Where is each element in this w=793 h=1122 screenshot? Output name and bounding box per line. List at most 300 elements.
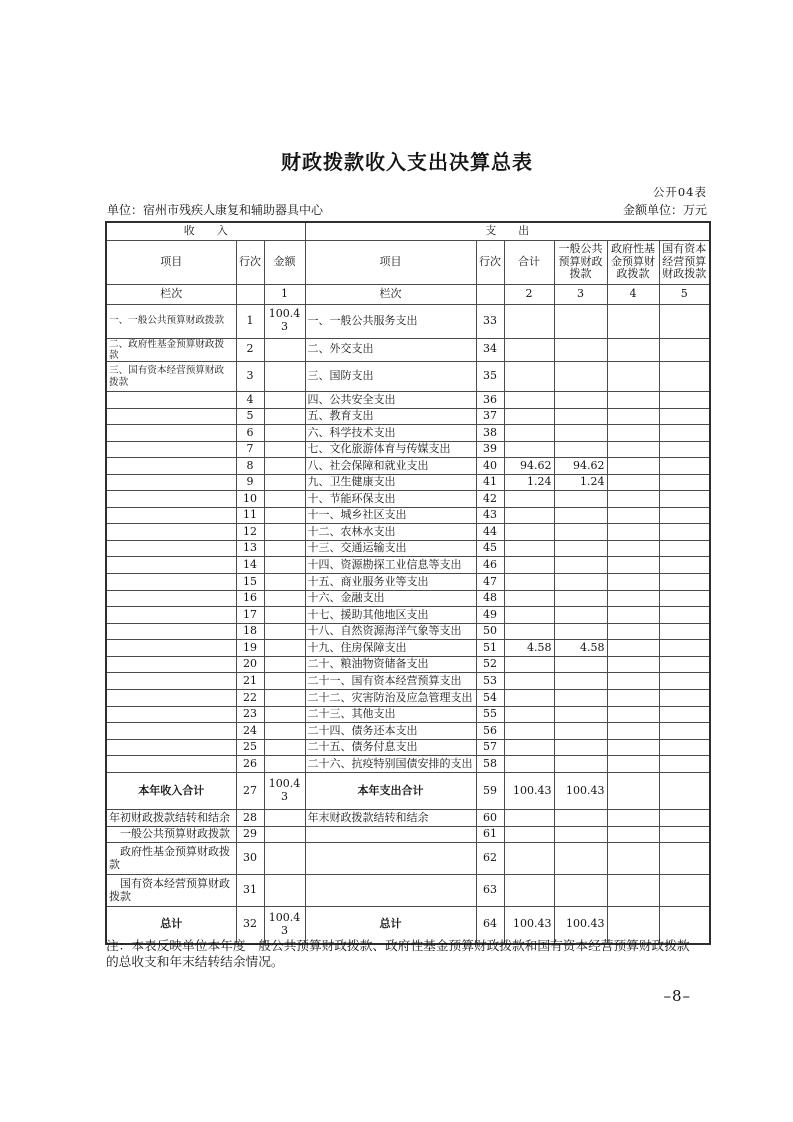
expense-item-cell: 二十三、其他支出 — [305, 707, 476, 723]
expense-state-capital-cell — [659, 810, 710, 827]
expense-general-budget-cell: 100.43 — [554, 907, 607, 944]
expense-general-budget-cell — [554, 673, 607, 690]
expense-general-budget-cell — [554, 541, 607, 557]
expense-gov-fund-cell — [607, 338, 659, 362]
expense-general-budget-cell — [554, 392, 607, 409]
expense-total-cell: 4.58 — [504, 640, 554, 657]
expense-state-capital-cell — [659, 574, 710, 591]
income-amount-cell — [264, 707, 305, 723]
expense-item-header: 项目 — [305, 240, 476, 284]
expense-line-cell: 47 — [476, 574, 504, 591]
expense-section-header: 支 出 — [305, 222, 710, 240]
table-row — [106, 723, 710, 740]
expense-total-cell — [504, 508, 554, 524]
expense-general-budget-cell — [554, 843, 607, 875]
expense-gov-fund-cell — [607, 773, 659, 810]
income-item-cell — [106, 392, 236, 409]
expense-state-capital-cell — [659, 827, 710, 843]
income-amount-cell — [264, 475, 305, 491]
income-amount-cell — [264, 425, 305, 442]
expense-state-capital-cell — [659, 624, 710, 640]
income-line-cell: 22 — [236, 690, 264, 707]
expense-state-capital-cell — [659, 673, 710, 690]
expense-state-capital-cell — [659, 362, 710, 392]
income-line-cell: 17 — [236, 607, 264, 624]
income-amount-cell — [264, 690, 305, 707]
expense-item-cell: 十五、商业服务业等支出 — [305, 574, 476, 591]
income-amount-cell — [264, 723, 305, 740]
expense-gov-fund-cell — [607, 673, 659, 690]
expense-item-cell — [305, 843, 476, 875]
expense-total-cell — [504, 657, 554, 673]
expense-line-cell: 39 — [476, 442, 504, 458]
table-row — [106, 624, 710, 640]
expense-line-cell: 45 — [476, 541, 504, 557]
expense-gov-fund-cell — [607, 425, 659, 442]
income-line-cell: 29 — [236, 827, 264, 843]
table-row — [106, 524, 710, 541]
expense-total-cell: 100.43 — [504, 907, 554, 944]
table-row — [106, 442, 710, 458]
income-line-cell: 5 — [236, 409, 264, 425]
expense-item-cell: 本年支出合计 — [305, 773, 476, 810]
income-item-cell — [106, 723, 236, 740]
expense-item-cell: 四、公共安全支出 — [305, 392, 476, 409]
table-row — [106, 690, 710, 707]
expense-general-budget-cell — [554, 442, 607, 458]
meta-row — [107, 201, 707, 218]
expense-general-budget-cell — [554, 524, 607, 541]
income-line-cell: 6 — [236, 425, 264, 442]
expense-line-cell: 44 — [476, 524, 504, 541]
table-row — [106, 673, 710, 690]
expense-total-cell — [504, 304, 554, 338]
expense-total-cell — [504, 362, 554, 392]
expense-state-capital-cell — [659, 458, 710, 475]
expense-total-cell — [504, 827, 554, 843]
expense-line-cell: 40 — [476, 458, 504, 475]
expense-total-cell: 100.43 — [504, 773, 554, 810]
expense-general-budget-header: 一般公共预算财政拨款 — [554, 240, 607, 284]
expense-line-cell: 34 — [476, 338, 504, 362]
income-amount-cell — [264, 491, 305, 508]
expense-line-cell: 43 — [476, 508, 504, 524]
table-row — [106, 475, 710, 491]
expense-state-capital-cell — [659, 591, 710, 607]
expense-line-cell: 48 — [476, 591, 504, 607]
income-amount-cell — [264, 740, 305, 756]
income-item-cell: 一、一般公共预算财政拨款 — [106, 304, 236, 338]
income-amount-cell: 100.43 — [264, 773, 305, 810]
expense-line-cell: 42 — [476, 491, 504, 508]
expense-item-cell: 二十二、灾害防治及应急管理支出 — [305, 690, 476, 707]
income-amount-cell — [264, 458, 305, 475]
income-item-cell — [106, 491, 236, 508]
income-amount-cell — [264, 756, 305, 773]
income-item-cell: 国有资本经营预算财政拨款 — [106, 875, 236, 907]
expense-total-cell — [504, 392, 554, 409]
expense-total-cell — [504, 843, 554, 875]
income-line-cell: 19 — [236, 640, 264, 657]
expense-state-capital-header: 国有资本经营预算财政拨款 — [659, 240, 710, 284]
income-item-cell — [106, 425, 236, 442]
expense-total-cell — [504, 524, 554, 541]
expense-item-cell: 十、节能环保支出 — [305, 491, 476, 508]
expense-gov-fund-cell — [607, 756, 659, 773]
expense-total-cell — [504, 541, 554, 557]
expense-state-capital-cell — [659, 640, 710, 657]
expense-general-budget-cell — [554, 362, 607, 392]
expense-item-cell: 一、一般公共服务支出 — [305, 304, 476, 338]
expense-line-cell: 58 — [476, 756, 504, 773]
income-line-cell: 31 — [236, 875, 264, 907]
expense-line-cell: 62 — [476, 843, 504, 875]
expense-item-cell: 十二、农林水支出 — [305, 524, 476, 541]
income-amount-cell — [264, 338, 305, 362]
table-row — [106, 508, 710, 524]
income-item-cell — [106, 673, 236, 690]
table-row — [106, 810, 710, 827]
income-item-cell: 总计 — [106, 907, 236, 944]
expense-gov-fund-cell — [607, 458, 659, 475]
income-line-colnum — [236, 284, 264, 304]
income-item-cell: 一般公共预算财政拨款 — [106, 827, 236, 843]
income-amount-cell — [264, 843, 305, 875]
expense-total-cell — [504, 607, 554, 624]
expense-lanci-label: 栏次 — [305, 284, 476, 304]
expense-capital-colnum: 5 — [659, 284, 710, 304]
expense-state-capital-cell — [659, 392, 710, 409]
income-amount-cell — [264, 574, 305, 591]
income-item-cell — [106, 657, 236, 673]
income-line-cell: 27 — [236, 773, 264, 810]
expense-gov-fund-cell — [607, 442, 659, 458]
income-line-cell: 12 — [236, 524, 264, 541]
expense-item-cell: 二十五、债务付息支出 — [305, 740, 476, 756]
expense-state-capital-cell — [659, 541, 710, 557]
expense-total-header: 合计 — [504, 240, 554, 284]
income-amount-cell — [264, 541, 305, 557]
expense-item-cell: 十三、交通运输支出 — [305, 541, 476, 557]
unit-label: 单位：宿州市残疾人康复和辅助器具中心 — [107, 203, 324, 217]
table-row — [106, 827, 710, 843]
expense-item-cell: 二十六、抗疫特别国债安排的支出 — [305, 756, 476, 773]
expense-line-cell: 36 — [476, 392, 504, 409]
expense-item-cell: 二十四、债务还本支出 — [305, 723, 476, 740]
income-item-cell: 年初财政拨款结转和结余 — [106, 810, 236, 827]
expense-gov-fund-cell — [607, 827, 659, 843]
table-row — [106, 875, 710, 907]
column-header-row — [106, 240, 710, 284]
expense-general-budget-cell — [554, 425, 607, 442]
income-amount-cell — [264, 875, 305, 907]
expense-line-cell: 60 — [476, 810, 504, 827]
expense-state-capital-cell — [659, 524, 710, 541]
expense-total-cell — [504, 409, 554, 425]
fiscal-appropriation-table — [105, 221, 711, 945]
income-line-cell: 21 — [236, 673, 264, 690]
income-line-header: 行次 — [236, 240, 264, 284]
expense-total-cell — [504, 810, 554, 827]
income-amount-cell — [264, 557, 305, 574]
income-line-cell: 24 — [236, 723, 264, 740]
expense-gov-fund-cell — [607, 524, 659, 541]
expense-total-cell — [504, 425, 554, 442]
expense-gov-fund-cell — [607, 508, 659, 524]
expense-general-budget-cell — [554, 491, 607, 508]
expense-line-cell: 61 — [476, 827, 504, 843]
expense-general-budget-cell — [554, 875, 607, 907]
income-amount-cell — [264, 362, 305, 392]
income-line-cell: 20 — [236, 657, 264, 673]
expense-item-cell — [305, 827, 476, 843]
expense-state-capital-cell — [659, 442, 710, 458]
table-row — [106, 773, 710, 810]
income-line-cell: 7 — [236, 442, 264, 458]
section-header-row — [106, 222, 710, 240]
income-amount-cell — [264, 640, 305, 657]
expense-item-cell: 十一、城乡社区支出 — [305, 508, 476, 524]
table-row — [106, 740, 710, 756]
expense-general-budget-cell — [554, 810, 607, 827]
expense-gov-fund-cell — [607, 475, 659, 491]
income-item-cell: 本年收入合计 — [106, 773, 236, 810]
expense-line-cell: 64 — [476, 907, 504, 944]
expense-state-capital-cell — [659, 557, 710, 574]
expense-total-cell — [504, 574, 554, 591]
expense-general-budget-cell — [554, 707, 607, 723]
income-lanci-label: 栏次 — [106, 284, 236, 304]
income-item-cell — [106, 690, 236, 707]
expense-gov-fund-cell — [607, 624, 659, 640]
expense-gov-fund-cell — [607, 875, 659, 907]
expense-gov-fund-cell — [607, 657, 659, 673]
table-row — [106, 491, 710, 508]
expense-general-budget-cell — [554, 607, 607, 624]
expense-gov-fund-cell — [607, 607, 659, 624]
income-line-cell: 14 — [236, 557, 264, 574]
expense-item-cell: 二十、粮油物资储备支出 — [305, 657, 476, 673]
income-line-cell: 10 — [236, 491, 264, 508]
expense-item-cell: 十九、住房保障支出 — [305, 640, 476, 657]
expense-item-cell: 七、文化旅游体育与传媒支出 — [305, 442, 476, 458]
expense-state-capital-cell — [659, 508, 710, 524]
income-item-cell — [106, 574, 236, 591]
expense-line-cell: 35 — [476, 362, 504, 392]
income-amount-cell — [264, 591, 305, 607]
income-item-header: 项目 — [106, 240, 236, 284]
expense-general-budget-cell: 100.43 — [554, 773, 607, 810]
table-row — [106, 362, 710, 392]
expense-general-budget-cell — [554, 690, 607, 707]
expense-state-capital-cell — [659, 843, 710, 875]
expense-total-cell — [504, 491, 554, 508]
expense-state-capital-cell — [659, 773, 710, 810]
expense-item-cell: 二十一、国有资本经营预算支出 — [305, 673, 476, 690]
expense-line-cell: 46 — [476, 557, 504, 574]
income-item-cell — [106, 640, 236, 657]
expense-item-cell: 六、科学技术支出 — [305, 425, 476, 442]
expense-line-header: 行次 — [476, 240, 504, 284]
expense-general-budget-cell — [554, 409, 607, 425]
expense-gov-fund-cell — [607, 810, 659, 827]
expense-total-cell — [504, 707, 554, 723]
page-number: –8– — [663, 987, 691, 1005]
table-row — [106, 756, 710, 773]
income-amount-cell — [264, 657, 305, 673]
expense-line-colnum — [476, 284, 504, 304]
income-item-cell — [106, 740, 236, 756]
expense-gov-fund-cell — [607, 541, 659, 557]
expense-item-cell: 九、卫生健康支出 — [305, 475, 476, 491]
expense-gov-fund-cell — [607, 574, 659, 591]
income-amount-cell — [264, 508, 305, 524]
expense-total-cell — [504, 673, 554, 690]
expense-general-budget-cell — [554, 624, 607, 640]
income-line-cell: 8 — [236, 458, 264, 475]
expense-gov-fund-cell — [607, 723, 659, 740]
income-line-cell: 2 — [236, 338, 264, 362]
table-row — [106, 557, 710, 574]
income-amount-header: 金额 — [264, 240, 305, 284]
expense-state-capital-cell — [659, 875, 710, 907]
expense-item-cell — [305, 875, 476, 907]
expense-total-colnum: 2 — [504, 284, 554, 304]
expense-total-cell — [504, 442, 554, 458]
expense-line-cell: 33 — [476, 304, 504, 338]
table-row — [106, 458, 710, 475]
expense-total-cell — [504, 557, 554, 574]
income-line-cell: 13 — [236, 541, 264, 557]
expense-gov-fund-cell — [607, 304, 659, 338]
expense-item-cell: 十七、援助其他地区支出 — [305, 607, 476, 624]
expense-total-cell — [504, 756, 554, 773]
table-row — [106, 304, 710, 338]
expense-gov-fund-cell — [607, 409, 659, 425]
table-row — [106, 657, 710, 673]
expense-general-budget-cell: 1.24 — [554, 475, 607, 491]
expense-state-capital-cell — [659, 607, 710, 624]
expense-line-cell: 37 — [476, 409, 504, 425]
table-row — [106, 541, 710, 557]
income-line-cell: 30 — [236, 843, 264, 875]
expense-line-cell: 51 — [476, 640, 504, 657]
income-line-cell: 18 — [236, 624, 264, 640]
expense-general-budget-cell — [554, 827, 607, 843]
expense-item-cell: 五、教育支出 — [305, 409, 476, 425]
table-row — [106, 338, 710, 362]
expense-fund-colnum: 4 — [607, 284, 659, 304]
table-code-label: 公开04表 — [652, 185, 707, 199]
expense-general-budget-cell — [554, 574, 607, 591]
column-number-row — [106, 284, 710, 304]
expense-line-cell: 55 — [476, 707, 504, 723]
expense-total-cell — [504, 690, 554, 707]
income-line-cell: 26 — [236, 756, 264, 773]
expense-total-cell — [504, 875, 554, 907]
expense-general-budget-cell — [554, 740, 607, 756]
expense-gov-fund-cell — [607, 591, 659, 607]
income-line-cell: 1 — [236, 304, 264, 338]
expense-total-cell — [504, 591, 554, 607]
table-row — [106, 409, 710, 425]
expense-general-budget-cell: 94.62 — [554, 458, 607, 475]
income-line-cell: 32 — [236, 907, 264, 944]
expense-general-budget-cell — [554, 304, 607, 338]
expense-line-cell: 53 — [476, 673, 504, 690]
expense-state-capital-cell — [659, 690, 710, 707]
income-line-cell: 28 — [236, 810, 264, 827]
expense-general-budget-cell — [554, 723, 607, 740]
expense-gov-fund-cell — [607, 640, 659, 657]
expense-line-cell: 41 — [476, 475, 504, 491]
expense-gov-fund-cell — [607, 392, 659, 409]
amount-unit-label: 金额单位：万元 — [622, 203, 707, 217]
expense-state-capital-cell — [659, 409, 710, 425]
income-item-cell — [106, 524, 236, 541]
income-item-cell: 三、国有资本经营预算财政拨款 — [106, 362, 236, 392]
expense-state-capital-cell — [659, 657, 710, 673]
expense-line-cell: 57 — [476, 740, 504, 756]
expense-state-capital-cell — [659, 756, 710, 773]
income-item-cell — [106, 409, 236, 425]
expense-state-capital-cell — [659, 425, 710, 442]
expense-general-budget-cell: 4.58 — [554, 640, 607, 657]
expense-state-capital-cell — [659, 304, 710, 338]
expense-general-budget-cell — [554, 591, 607, 607]
table-row — [106, 425, 710, 442]
expense-gov-fund-cell — [607, 690, 659, 707]
expense-item-cell: 十六、金融支出 — [305, 591, 476, 607]
income-amount-cell — [264, 810, 305, 827]
note-text: 注：本表反映单位本年度一般公共预算财政拨款、政府性基金预算财政拨款和国有资本经营预算财政拨款的总收支和年末结转结余情况。 — [106, 938, 690, 970]
income-item-cell — [106, 624, 236, 640]
expense-general-budget-cell — [554, 508, 607, 524]
expense-gov-fund-header: 政府性基金预算财政拨款 — [607, 240, 659, 284]
expense-line-cell: 54 — [476, 690, 504, 707]
income-item-cell — [106, 508, 236, 524]
income-amount-cell — [264, 673, 305, 690]
table-row — [106, 574, 710, 591]
income-item-cell — [106, 458, 236, 475]
page-title: 财政拨款收入支出决算总表 — [281, 150, 533, 174]
income-amount-cell: 100.43 — [264, 907, 305, 944]
expense-total-cell: 94.62 — [504, 458, 554, 475]
expense-line-cell: 49 — [476, 607, 504, 624]
income-amount-cell — [264, 442, 305, 458]
income-amount-cell — [264, 524, 305, 541]
income-line-cell: 23 — [236, 707, 264, 723]
expense-item-cell: 年末财政拨款结转和结余 — [305, 810, 476, 827]
income-amount-cell — [264, 827, 305, 843]
income-line-cell: 9 — [236, 475, 264, 491]
income-amount-cell — [264, 409, 305, 425]
table-row — [106, 640, 710, 657]
income-item-cell — [106, 756, 236, 773]
expense-gov-fund-cell — [607, 491, 659, 508]
income-line-cell: 4 — [236, 392, 264, 409]
income-item-cell — [106, 541, 236, 557]
expense-total-cell — [504, 740, 554, 756]
income-amount-cell: 100.43 — [264, 304, 305, 338]
expense-line-cell: 50 — [476, 624, 504, 640]
table-row — [106, 843, 710, 875]
income-item-cell — [106, 607, 236, 624]
table-container — [105, 221, 711, 945]
expense-state-capital-cell — [659, 491, 710, 508]
expense-state-capital-cell — [659, 723, 710, 740]
income-line-cell: 15 — [236, 574, 264, 591]
